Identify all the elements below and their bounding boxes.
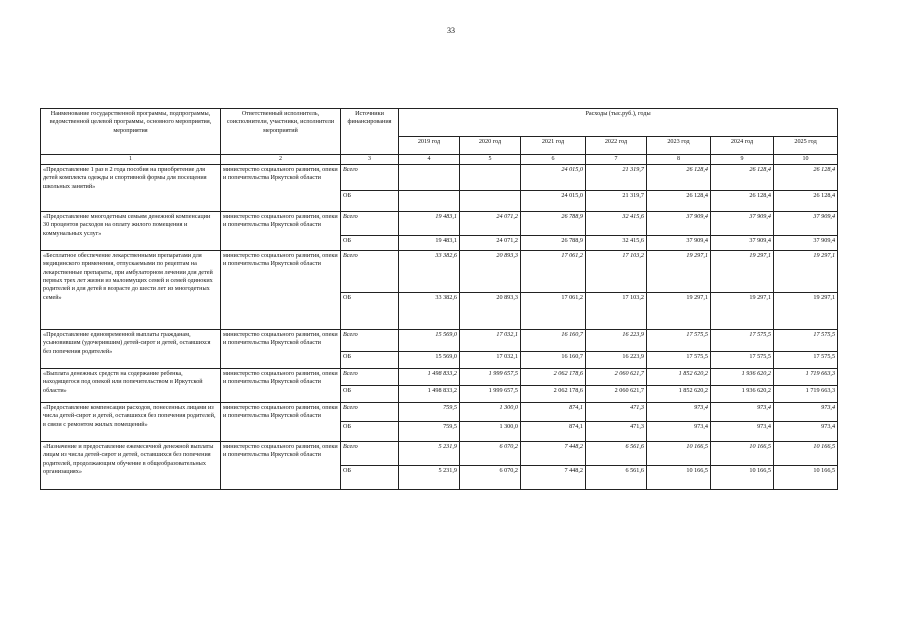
total-value: 21 319,7 bbox=[586, 165, 647, 191]
ob-value: 10 166,5 bbox=[774, 466, 838, 490]
ob-value: 37 909,4 bbox=[774, 236, 838, 251]
ob-value: 10 166,5 bbox=[647, 466, 711, 490]
total-value: 37 909,4 bbox=[711, 212, 774, 236]
total-value: 2 060 621,7 bbox=[586, 369, 647, 386]
ob-value: 19 297,1 bbox=[774, 293, 838, 330]
column-number: 6 bbox=[521, 155, 586, 165]
ob-value: 2 060 621,7 bbox=[586, 386, 647, 403]
ob-value: 16 160,7 bbox=[521, 352, 586, 369]
source-ob-label: ОБ bbox=[341, 293, 399, 330]
total-value: 26 788,9 bbox=[521, 212, 586, 236]
source-total-label: Всего bbox=[341, 442, 399, 466]
total-value: 19 483,1 bbox=[399, 212, 460, 236]
table-row bbox=[41, 442, 838, 466]
table-row bbox=[41, 403, 838, 422]
source-total-label: Всего bbox=[341, 403, 399, 422]
ob-value: 2 062 178,6 bbox=[521, 386, 586, 403]
header-year: 2019 год bbox=[399, 137, 460, 155]
total-value: 973,4 bbox=[711, 403, 774, 422]
ob-value bbox=[460, 191, 521, 212]
total-value bbox=[460, 165, 521, 191]
source-ob-label: ОБ bbox=[341, 466, 399, 490]
ob-value: 21 319,7 bbox=[586, 191, 647, 212]
total-value: 17 103,2 bbox=[586, 251, 647, 293]
ob-value: 1 300,0 bbox=[460, 422, 521, 442]
ob-value: 973,4 bbox=[711, 422, 774, 442]
total-value: 20 893,3 bbox=[460, 251, 521, 293]
total-value: 26 128,4 bbox=[711, 165, 774, 191]
total-value: 26 128,4 bbox=[774, 165, 838, 191]
ob-value: 19 483,1 bbox=[399, 236, 460, 251]
total-value: 1 300,0 bbox=[460, 403, 521, 422]
ob-value: 17 032,1 bbox=[460, 352, 521, 369]
ob-value: 37 909,4 bbox=[647, 236, 711, 251]
ob-value: 17 061,2 bbox=[521, 293, 586, 330]
ob-value: 17 575,5 bbox=[647, 352, 711, 369]
activity-name: «Выплата денежных средств на содержание ребенка, находящегося под опекой или попечительством в Иркутской области» bbox=[41, 369, 221, 403]
header-expenses: Расходы (тыс.руб.), годы bbox=[399, 109, 838, 137]
header-year: 2025 год bbox=[774, 137, 838, 155]
table-row bbox=[41, 369, 838, 386]
ob-value: 7 448,2 bbox=[521, 466, 586, 490]
table-row bbox=[41, 212, 838, 236]
source-ob-label: ОБ bbox=[341, 352, 399, 369]
total-value: 874,1 bbox=[521, 403, 586, 422]
ob-value: 1 936 620,2 bbox=[711, 386, 774, 403]
ob-value: 973,4 bbox=[647, 422, 711, 442]
ob-value: 16 223,9 bbox=[586, 352, 647, 369]
ob-value: 24 015,0 bbox=[521, 191, 586, 212]
source-ob-label: ОБ bbox=[341, 236, 399, 251]
source-total-label: Всего bbox=[341, 212, 399, 236]
table-row bbox=[41, 165, 838, 191]
total-value: 759,5 bbox=[399, 403, 460, 422]
activity-name: «Предоставление компенсации расходов, понесенных лицами из числа детей-сирот и детей, оставшихся без попечения родителей, в связи с ремонтом жилых помещений» bbox=[41, 403, 221, 442]
column-number: 3 bbox=[341, 155, 399, 165]
column-number: 2 bbox=[221, 155, 341, 165]
header-year: 2022 год bbox=[586, 137, 647, 155]
ob-value: 6 070,2 bbox=[460, 466, 521, 490]
total-value: 32 415,6 bbox=[586, 212, 647, 236]
page-number: 33 bbox=[447, 26, 455, 35]
total-value: 26 128,4 bbox=[647, 165, 711, 191]
ob-value: 15 569,0 bbox=[399, 352, 460, 369]
column-number: 5 bbox=[460, 155, 521, 165]
budget-table bbox=[40, 108, 838, 490]
header-name: Наименование государственной программы, подпрограммы, ведомственной целевой программы, основного мероприятия, мероприятия bbox=[41, 109, 221, 155]
total-value: 17 061,2 bbox=[521, 251, 586, 293]
total-value: 16 160,7 bbox=[521, 330, 586, 352]
executor: министерство социального развития, опеки и попечительства Иркутской области bbox=[221, 251, 341, 330]
ob-value: 1 852 620,2 bbox=[647, 386, 711, 403]
total-value: 7 448,2 bbox=[521, 442, 586, 466]
source-ob-label: ОБ bbox=[341, 191, 399, 212]
total-value: 10 166,5 bbox=[774, 442, 838, 466]
executor: министерство социального развития, опеки и попечительства Иркутской области bbox=[221, 369, 341, 403]
executor: министерство социального развития, опеки и попечительства Иркутской области bbox=[221, 212, 341, 251]
activity-name: «Бесплатное обеспечение лекарственными препаратами для медицинского применения, отпускаемыми по рецептам на лекарственные препараты, при амбулаторном лечении для детей первых трех лет жизни из малоимущих семей и семей одиноких родителей и для детей в возрасте до шести лет из многодетных семей» bbox=[41, 251, 221, 330]
total-value: 19 297,1 bbox=[647, 251, 711, 293]
total-value: 37 909,4 bbox=[774, 212, 838, 236]
total-value: 5 231,9 bbox=[399, 442, 460, 466]
ob-value: 759,5 bbox=[399, 422, 460, 442]
total-value: 2 062 178,6 bbox=[521, 369, 586, 386]
ob-value: 24 071,2 bbox=[460, 236, 521, 251]
total-value: 33 382,6 bbox=[399, 251, 460, 293]
executor: министерство социального развития, опеки и попечительства Иркутской области bbox=[221, 403, 341, 442]
total-value: 17 575,5 bbox=[647, 330, 711, 352]
ob-value: 26 128,4 bbox=[711, 191, 774, 212]
ob-value: 1 999 657,5 bbox=[460, 386, 521, 403]
ob-value: 17 575,5 bbox=[711, 352, 774, 369]
total-value: 973,4 bbox=[647, 403, 711, 422]
activity-name: «Предоставление многодетным семьям денежной компенсации 30 процентов расходов на оплату жилого помещения и коммунальных услуг» bbox=[41, 212, 221, 251]
total-value bbox=[399, 165, 460, 191]
total-value: 6 561,6 bbox=[586, 442, 647, 466]
total-value: 1 719 663,3 bbox=[774, 369, 838, 386]
header-year: 2024 год bbox=[711, 137, 774, 155]
table-row bbox=[41, 330, 838, 352]
total-value: 1 852 620,2 bbox=[647, 369, 711, 386]
total-value: 10 166,5 bbox=[711, 442, 774, 466]
total-value: 17 575,5 bbox=[774, 330, 838, 352]
source-total-label: Всего bbox=[341, 165, 399, 191]
total-value: 19 297,1 bbox=[774, 251, 838, 293]
ob-value: 471,3 bbox=[586, 422, 647, 442]
activity-name: «Предоставление единовременной выплаты гражданам, усыновившим (удочерившим) детей-сирот и детей, оставшихся без попечения родителей» bbox=[41, 330, 221, 369]
executor: министерство социального развития, опеки и попечительства Иркутской области bbox=[221, 330, 341, 369]
ob-value: 17 575,5 bbox=[774, 352, 838, 369]
ob-value: 17 103,2 bbox=[586, 293, 647, 330]
column-number: 7 bbox=[586, 155, 647, 165]
ob-value: 1 498 833,2 bbox=[399, 386, 460, 403]
ob-value: 1 719 663,3 bbox=[774, 386, 838, 403]
ob-value: 973,4 bbox=[774, 422, 838, 442]
header-year: 2021 год bbox=[521, 137, 586, 155]
total-value: 37 909,4 bbox=[647, 212, 711, 236]
total-value: 10 166,5 bbox=[647, 442, 711, 466]
total-value: 1 999 657,5 bbox=[460, 369, 521, 386]
ob-value: 19 297,1 bbox=[647, 293, 711, 330]
executor: министерство социального развития, опеки и попечительства Иркутской области bbox=[221, 165, 341, 212]
header-year: 2020 год bbox=[460, 137, 521, 155]
ob-value: 26 128,4 bbox=[774, 191, 838, 212]
source-ob-label: ОБ bbox=[341, 386, 399, 403]
source-total-label: Всего bbox=[341, 369, 399, 386]
ob-value: 32 415,6 bbox=[586, 236, 647, 251]
ob-value: 874,1 bbox=[521, 422, 586, 442]
total-value: 16 223,9 bbox=[586, 330, 647, 352]
source-ob-label: ОБ bbox=[341, 422, 399, 442]
header-source: Источники финансирования bbox=[341, 109, 399, 155]
ob-value: 20 893,3 bbox=[460, 293, 521, 330]
ob-value: 19 297,1 bbox=[711, 293, 774, 330]
total-value: 17 575,5 bbox=[711, 330, 774, 352]
total-value: 1 498 833,2 bbox=[399, 369, 460, 386]
column-number: 4 bbox=[399, 155, 460, 165]
activity-name: «Предоставление 1 раз в 2 года пособия на приобретение для детей комплекта одежды и спортивной формы для посещения школьных занятий» bbox=[41, 165, 221, 212]
header-executor: Ответственный исполнитель, соисполнители, участники, исполнители мероприятий bbox=[221, 109, 341, 155]
executor: министерство социального развития, опеки и попечительства Иркутской области bbox=[221, 442, 341, 490]
table-row bbox=[41, 251, 838, 293]
activity-name: «Назначение и предоставление ежемесячной денежной выплаты лицам из числа детей-сирот и детей, оставшихся без попечения родителей, продолжающим обучение в общеобразовательных организациях» bbox=[41, 442, 221, 490]
ob-value: 26 788,9 bbox=[521, 236, 586, 251]
total-value: 973,4 bbox=[774, 403, 838, 422]
ob-value: 6 561,6 bbox=[586, 466, 647, 490]
ob-value: 37 909,4 bbox=[711, 236, 774, 251]
total-value: 471,3 bbox=[586, 403, 647, 422]
total-value: 1 936 620,2 bbox=[711, 369, 774, 386]
total-value: 17 032,1 bbox=[460, 330, 521, 352]
column-number: 8 bbox=[647, 155, 711, 165]
total-value: 24 015,0 bbox=[521, 165, 586, 191]
column-number: 1 bbox=[41, 155, 221, 165]
total-value: 15 569,0 bbox=[399, 330, 460, 352]
ob-value: 33 382,6 bbox=[399, 293, 460, 330]
source-total-label: Всего bbox=[341, 251, 399, 293]
source-total-label: Всего bbox=[341, 330, 399, 352]
column-number: 10 bbox=[774, 155, 838, 165]
ob-value: 10 166,5 bbox=[711, 466, 774, 490]
total-value: 6 070,2 bbox=[460, 442, 521, 466]
total-value: 24 071,2 bbox=[460, 212, 521, 236]
ob-value: 5 231,9 bbox=[399, 466, 460, 490]
total-value: 19 297,1 bbox=[711, 251, 774, 293]
column-number: 9 bbox=[711, 155, 774, 165]
header-year: 2023 год bbox=[647, 137, 711, 155]
ob-value: 26 128,4 bbox=[647, 191, 711, 212]
ob-value bbox=[399, 191, 460, 212]
